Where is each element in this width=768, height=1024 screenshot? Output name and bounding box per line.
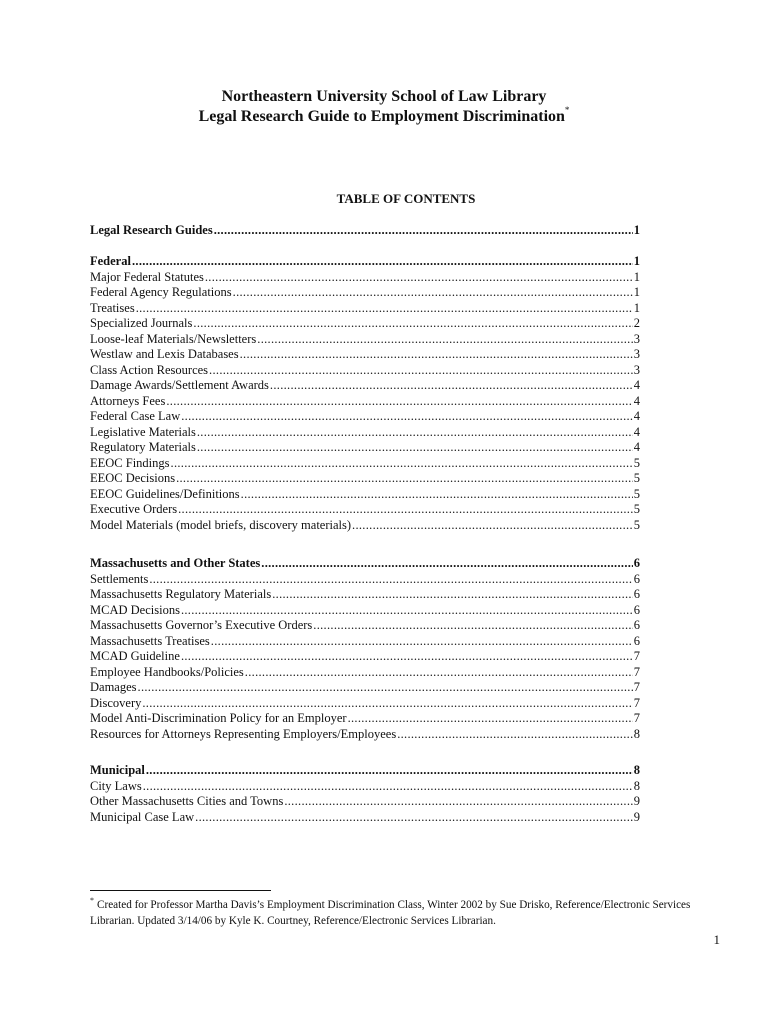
toc-leader-dots	[142, 696, 632, 712]
toc-entry-page: 7	[633, 664, 640, 679]
toc-entry-page: 3	[633, 347, 640, 361]
toc-entry-label: Federal Case Law	[90, 409, 181, 423]
footnote-divider	[90, 890, 271, 891]
document-title-line2: Legal Research Guide to Employment Discrimination	[198, 108, 565, 125]
toc-leader-dots	[240, 347, 633, 363]
toc-entry[interactable]	[90, 696, 640, 712]
toc-entry-page: 1	[633, 300, 640, 315]
footnote-mark: *	[90, 896, 94, 905]
toc-entry-page: 1	[633, 269, 640, 284]
toc-leader-dots	[209, 363, 633, 379]
toc-entry-label: Legislative Materials	[90, 424, 196, 439]
toc-entry-label: Executive Orders	[90, 502, 178, 516]
page-number: 1	[713, 932, 720, 947]
toc-entry-page: 6	[633, 556, 640, 570]
toc-entry-page: 5	[633, 502, 640, 516]
toc-leader-dots	[138, 680, 633, 696]
toc-entry-label: Settlements	[90, 571, 149, 586]
toc-entry-page: 4	[633, 440, 640, 454]
toc-entry-page: 3	[633, 362, 640, 377]
toc-entry-label: Massachusetts Treatises	[90, 633, 210, 648]
toc-entry[interactable]	[90, 518, 640, 534]
toc-entry[interactable]	[90, 665, 640, 681]
toc-leader-dots	[166, 394, 632, 410]
toc-entry[interactable]	[90, 316, 640, 332]
toc-entries	[90, 779, 640, 826]
toc-entry-page: 7	[633, 649, 640, 663]
toc-entry[interactable]	[90, 810, 640, 826]
toc-entry-label: Other Massachusetts Cities and Towns	[90, 794, 284, 808]
toc-entry-label: Class Action Resources	[90, 362, 209, 377]
toc-entry[interactable]	[90, 425, 640, 441]
toc-entry-label: Discovery	[90, 695, 142, 710]
toc-leader-dots	[272, 587, 633, 603]
toc-entry-page: 1	[633, 223, 640, 237]
toc-leader-dots	[181, 603, 633, 619]
toc-leader-dots	[197, 425, 633, 441]
toc-entry[interactable]	[90, 487, 640, 503]
toc-entry-page: 1	[633, 285, 640, 299]
toc-leader-dots	[284, 794, 632, 810]
document-subtitle	[0, 107, 768, 127]
toc-entry[interactable]	[90, 363, 640, 379]
toc-entry[interactable]	[90, 347, 640, 363]
toc-leader-dots	[205, 270, 633, 286]
toc-entry-page: 6	[633, 571, 640, 586]
toc-section-heading[interactable]	[90, 556, 640, 572]
toc-entry[interactable]	[90, 285, 640, 301]
toc-entry-label: Regulatory Materials	[90, 440, 196, 454]
toc-entry-label: Damages	[90, 680, 137, 694]
toc-leader-dots	[171, 456, 633, 472]
toc-entry-page: 8	[633, 763, 640, 777]
toc-entry-page: 5	[633, 517, 640, 532]
toc-entry[interactable]	[90, 794, 640, 810]
toc-entry-label: Municipal	[90, 763, 145, 777]
footnote-reference[interactable]: *	[564, 105, 570, 115]
toc-section-heading[interactable]	[90, 223, 640, 239]
toc-entry[interactable]	[90, 394, 640, 410]
toc-entry-label: Federal	[90, 254, 131, 268]
toc-section-legal-research-guides	[90, 223, 640, 239]
toc-leader-dots	[197, 440, 633, 456]
toc-leader-dots	[195, 810, 633, 826]
toc-entry-page: 2	[633, 316, 640, 330]
toc-entry-label: MCAD Guideline	[90, 649, 180, 663]
toc-entry-label: Federal Agency Regulations	[90, 285, 232, 299]
toc-entry[interactable]	[90, 440, 640, 456]
toc-entry-page: 5	[633, 471, 640, 485]
toc-entry-page: 6	[633, 587, 640, 601]
toc-entry-page: 6	[633, 618, 640, 632]
toc-leader-dots	[176, 471, 633, 487]
toc-entry-label: Specialized Journals	[90, 316, 193, 330]
toc-entry[interactable]	[90, 456, 640, 472]
toc-entry[interactable]	[90, 301, 640, 317]
toc-leader-dots	[146, 763, 633, 779]
toc-section-federal	[90, 254, 640, 533]
document-title-line1: Northeastern University School of Law Library	[221, 88, 547, 105]
toc-entry[interactable]	[90, 378, 640, 394]
toc-entry-page: 9	[633, 809, 640, 824]
toc-entry-page: 4	[633, 409, 640, 423]
toc-entry-label: Massachusetts and Other States	[90, 556, 261, 570]
toc-entry-page: 4	[633, 378, 640, 392]
toc-leader-dots	[149, 572, 632, 588]
toc-entry-label: Model Materials (model briefs, discovery materials)	[90, 517, 352, 532]
toc-entry[interactable]	[90, 502, 640, 518]
toc-leader-dots	[241, 487, 633, 503]
toc-entry-label: EEOC Findings	[90, 455, 170, 470]
footnote-text: Created for Professor Martha Davis’s Employment Discrimination Class, Winter 2002 by Sue Drisko, Reference/Electronic Services Librarian. Updated 3/14/06 by Kyle K. Courtney, Reference/Electronic Services Librarian.	[90, 899, 691, 927]
toc-entry[interactable]	[90, 779, 640, 795]
toc-entry-page: 8	[633, 778, 640, 793]
toc-leader-dots	[181, 409, 633, 425]
toc-leader-dots	[181, 649, 633, 665]
toc-entry-label: Employee Handbooks/Policies	[90, 664, 244, 679]
toc-leader-dots	[143, 779, 633, 795]
toc-entry[interactable]	[90, 680, 640, 696]
toc-entry[interactable]	[90, 471, 640, 487]
toc-entry[interactable]	[90, 727, 640, 743]
toc-leader-dots	[245, 665, 633, 681]
toc-entry-page: 5	[633, 486, 640, 501]
toc-entry[interactable]	[90, 603, 640, 619]
toc-entry-label: Treatises	[90, 300, 135, 315]
document-title	[0, 87, 768, 107]
toc-leader-dots	[348, 711, 633, 727]
toc-entry-label: MCAD Decisions	[90, 602, 180, 617]
toc-entry-label: Model Anti-Discrimination Policy for an Employer	[90, 711, 347, 725]
toc-section-municipal	[90, 763, 640, 825]
toc-heading: TABLE OF CONTENTS	[336, 191, 476, 206]
toc-entry[interactable]	[90, 618, 640, 634]
toc-entry-label: Legal Research Guides	[90, 223, 213, 237]
toc-entry[interactable]	[90, 587, 640, 603]
toc-entry-page: 6	[633, 633, 640, 648]
toc-entry-label: Loose-leaf Materials/Newsletters	[90, 331, 257, 346]
toc-entry-label: EEOC Decisions	[90, 471, 176, 485]
toc-entry-label: City Laws	[90, 778, 142, 793]
toc-entry-page: 3	[633, 331, 640, 346]
toc-section-heading[interactable]	[90, 763, 640, 779]
toc-entry-label: Municipal Case Law	[90, 809, 195, 824]
toc-leader-dots	[261, 556, 632, 572]
toc-entries	[90, 270, 640, 534]
toc-entry-label: Attorneys Fees	[90, 393, 166, 408]
toc-entry-label: EEOC Guidelines/Definitions	[90, 486, 240, 501]
toc-leader-dots	[193, 316, 632, 332]
toc-entry[interactable]	[90, 409, 640, 425]
toc-leader-dots	[313, 618, 632, 634]
footnote	[90, 897, 730, 929]
toc-leader-dots	[257, 332, 632, 348]
toc-entry-page: 4	[633, 393, 640, 408]
toc-entry-label: Massachusetts Governor’s Executive Orders	[90, 618, 313, 632]
toc-leader-dots	[178, 502, 633, 518]
toc-entry-page: 8	[633, 726, 640, 741]
toc-entry-page: 9	[633, 794, 640, 808]
toc-entry[interactable]	[90, 572, 640, 588]
toc-entries	[90, 572, 640, 743]
toc-entry-page: 7	[633, 680, 640, 694]
toc-entry[interactable]	[90, 649, 640, 665]
toc-entry-label: Damage Awards/Settlement Awards	[90, 378, 269, 392]
toc-entry[interactable]	[90, 332, 640, 348]
toc-entry-label: Massachusetts Regulatory Materials	[90, 587, 272, 601]
toc-entry-label: Resources for Attorneys Representing Employers/Employees	[90, 726, 397, 741]
toc-section-massachusetts	[90, 556, 640, 742]
toc-entry[interactable]	[90, 270, 640, 286]
toc-leader-dots	[270, 378, 633, 394]
toc-leader-dots	[397, 727, 633, 743]
toc-entry-page: 7	[633, 711, 640, 725]
toc-leader-dots	[136, 301, 633, 317]
toc-leader-dots	[132, 254, 633, 270]
toc-entry-page: 1	[633, 254, 640, 268]
toc-leader-dots	[352, 518, 633, 534]
toc-entry-page: 4	[633, 424, 640, 439]
toc-entry-label: Major Federal Statutes	[90, 269, 204, 284]
toc-entry-page: 7	[633, 695, 640, 710]
toc-entry-page: 6	[633, 602, 640, 617]
toc-leader-dots	[211, 634, 633, 650]
toc-entry[interactable]	[90, 634, 640, 650]
toc-section-heading[interactable]	[90, 254, 640, 270]
toc-entry[interactable]	[90, 711, 640, 727]
toc-leader-dots	[233, 285, 633, 301]
toc-entry-label: Westlaw and Lexis Databases	[90, 347, 239, 361]
toc-entry-page: 5	[633, 455, 640, 470]
toc-leader-dots	[214, 223, 633, 239]
